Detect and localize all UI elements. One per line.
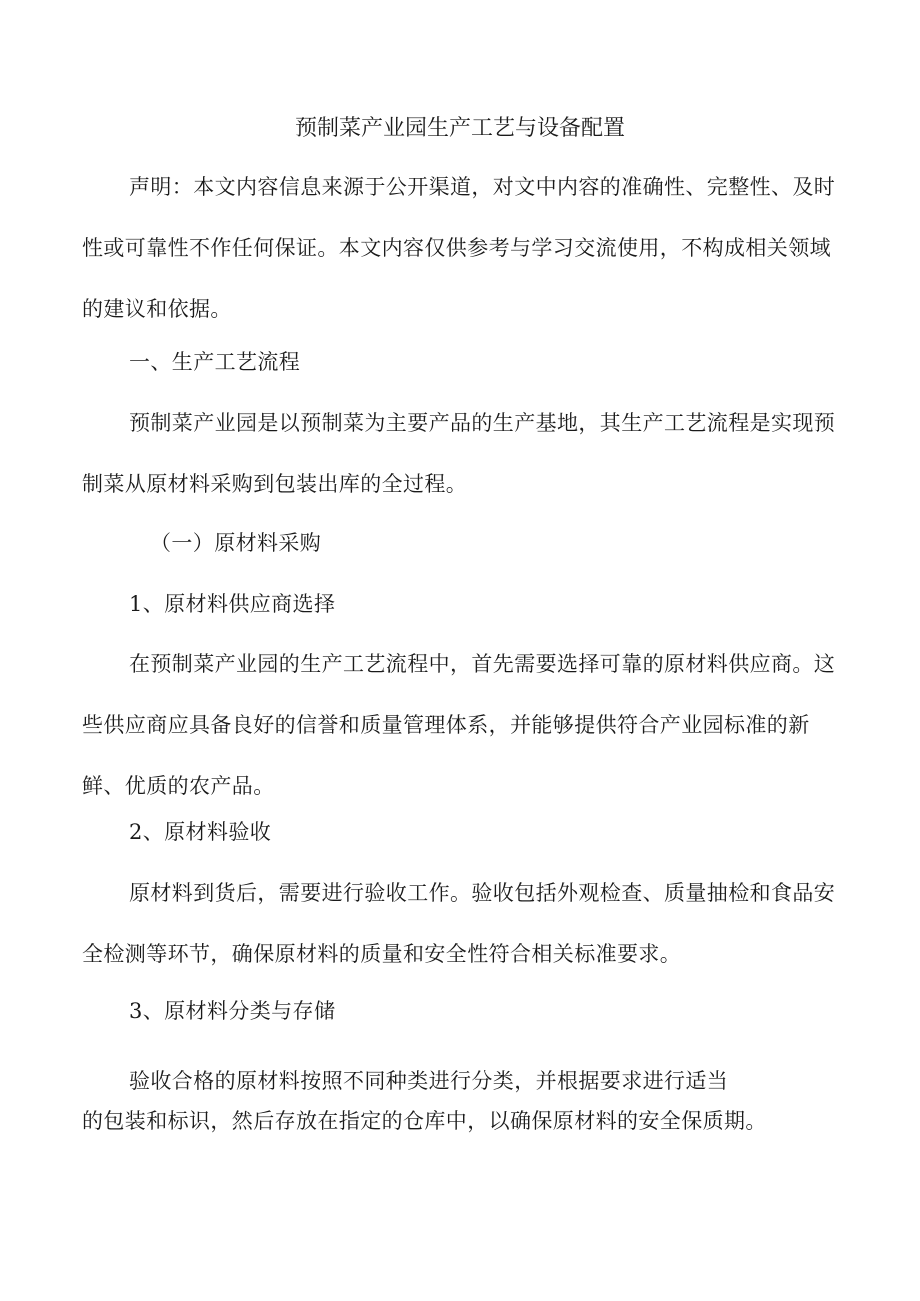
classification-storage-line-2: 的包装和标识，然后存放在指定的仓库中，以确保原材料的安全保质期。 bbox=[82, 1109, 767, 1133]
item-heading-raw-material-inspection: 2、原材料验收 bbox=[129, 820, 272, 844]
supplier-selection-paragraph: 在预制菜产业园的生产工艺流程中，首先需要选择可靠的原材料供应商。这些供应商应具备良好的信誉和质量管理体系，并能够提供符合产业园标准的新鲜、优质的农产品。 bbox=[82, 652, 836, 798]
raw-material-inspection-paragraph: 原材料到货后，需要进行验收工作。验收包括外观检查、质量抽检和食品安全检测等环节，确保原材料的质量和安全性符合相关标准要求。 bbox=[82, 881, 836, 966]
section-heading-production-process: 一、生产工艺流程 bbox=[129, 350, 301, 374]
disclaimer-paragraph: 声明：本文内容信息来源于公开渠道，对文中内容的准确性、完整性、及时性或可靠性不作任何保证。本文内容仅供参考与学习交流使用，不构成相关领域的建议和依据。 bbox=[82, 175, 836, 321]
document-title: 预制菜产业园生产工艺与设备配置 bbox=[294, 116, 625, 141]
item-heading-classification-storage: 3、原材料分类与存储 bbox=[129, 999, 336, 1023]
item-heading-supplier-selection: 1、原材料供应商选择 bbox=[129, 592, 336, 616]
section-intro-paragraph: 预制菜产业园是以预制菜为主要产品的生产基地，其生产工艺流程是实现预制菜从原材料采购到包装出库的全过程。 bbox=[82, 411, 836, 496]
subsection-heading-raw-material-procurement: （一）原材料采购 bbox=[150, 531, 322, 555]
classification-storage-line-1: 验收合格的原材料按照不同种类进行分类，并根据要求进行适当 bbox=[129, 1069, 729, 1093]
